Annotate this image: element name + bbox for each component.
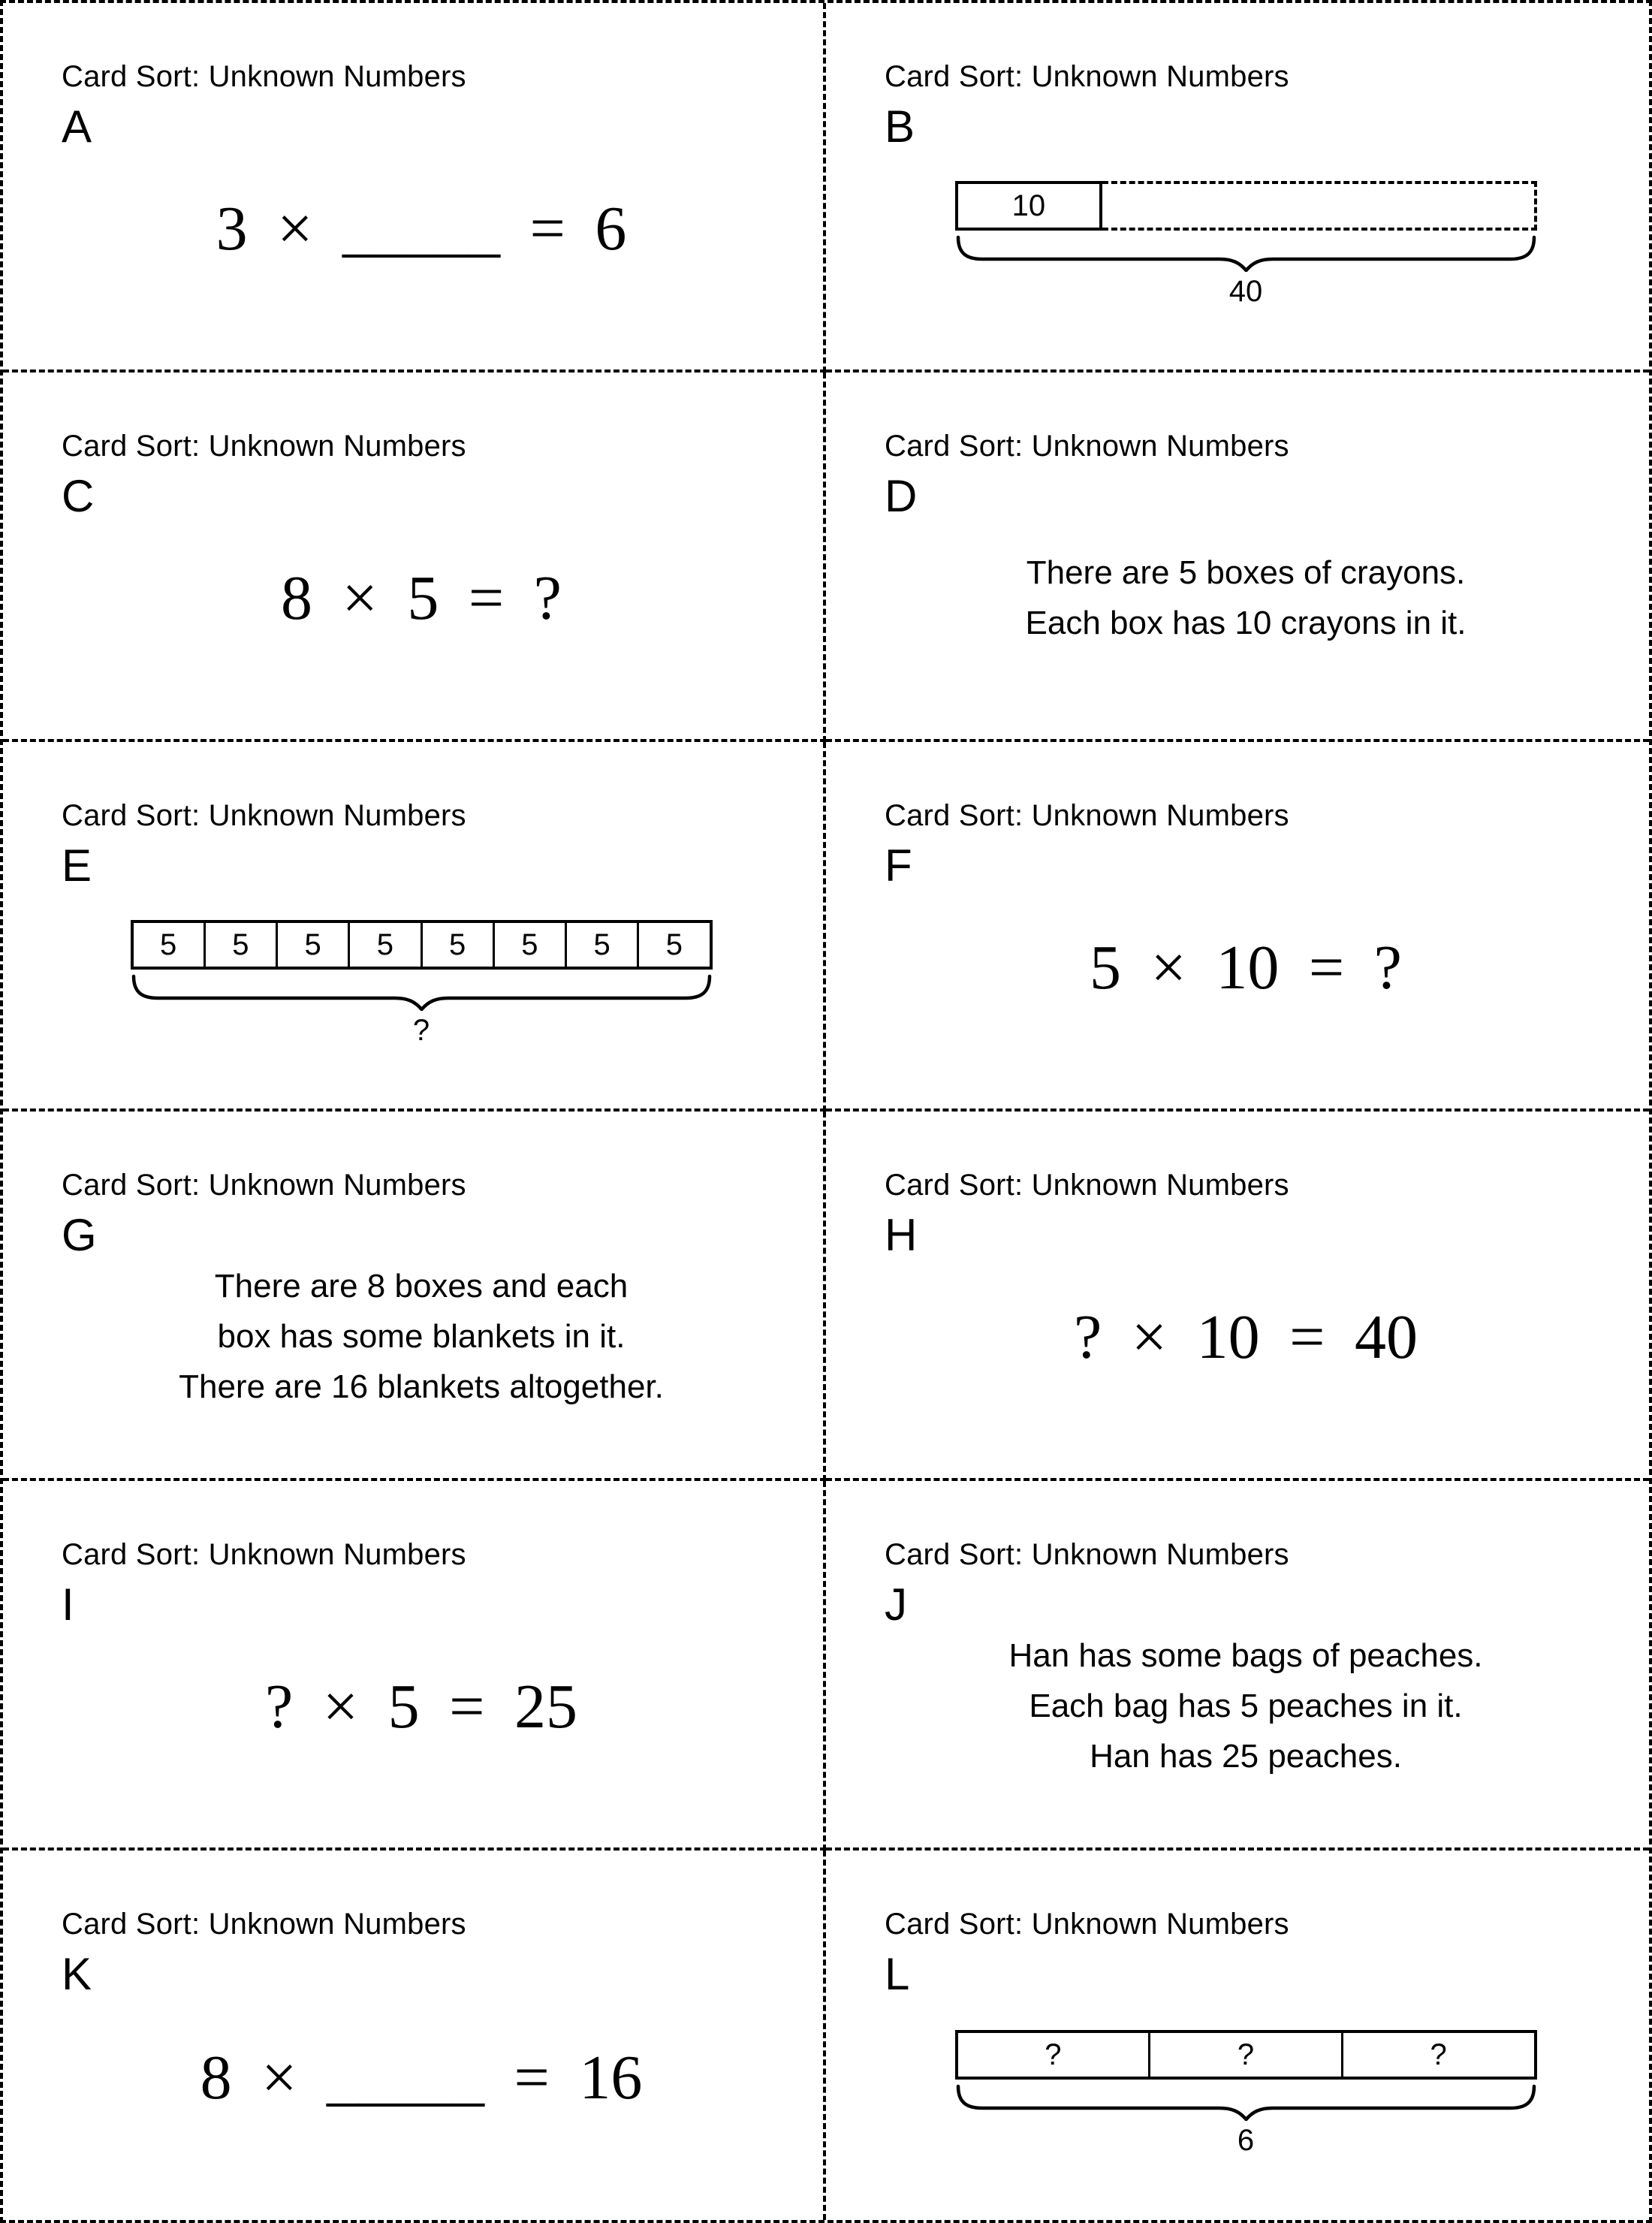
- card-h: [826, 1112, 1649, 1481]
- tape-cell: 5: [160, 928, 177, 961]
- card-b: [826, 3, 1649, 373]
- card-sort-title: Card Sort: Unknown Numbers: [62, 799, 466, 832]
- card-body: [62, 1630, 781, 1826]
- card-letter: C: [62, 471, 95, 521]
- tape-cell: ?: [1045, 2037, 1062, 2071]
- tape-cell-unknown-dashed: [1102, 181, 1536, 231]
- tape-cell: 5: [348, 923, 420, 967]
- equation: 3 × _____ = 6: [216, 194, 627, 264]
- curly-brace: [955, 2083, 1537, 2121]
- story-line: Each box has 10 crayons in it.: [1025, 604, 1467, 641]
- card-sort-title: Card Sort: Unknown Numbers: [62, 60, 466, 93]
- tape-diagram: [955, 2030, 1537, 2155]
- story-line: Each bag has 5 peaches in it.: [1029, 1688, 1463, 1725]
- card-letter: G: [62, 1210, 97, 1260]
- brace-label: 40: [1228, 275, 1263, 308]
- equation: ? × 10 = 40: [1074, 1302, 1418, 1372]
- tape-bar: [955, 181, 1537, 231]
- card-sort-title: Card Sort: Unknown Numbers: [885, 1908, 1289, 1941]
- card-sort-title: Card Sort: Unknown Numbers: [885, 430, 1289, 463]
- card-letter: A: [62, 101, 92, 152]
- word-problem: [179, 1262, 664, 1413]
- card-letter: F: [885, 840, 912, 891]
- equation: 8 × _____ = 16: [200, 2043, 643, 2113]
- card-d: [826, 373, 1649, 742]
- card-sort-title: Card Sort: Unknown Numbers: [62, 430, 466, 463]
- story-line: There are 8 boxes and each: [214, 1268, 629, 1305]
- curly-brace: [131, 973, 713, 1011]
- card-g: [3, 1112, 826, 1481]
- card-letter: J: [885, 1579, 907, 1630]
- card-f: [826, 742, 1649, 1112]
- curly-brace: [955, 234, 1537, 272]
- card-sort-title: Card Sort: Unknown Numbers: [62, 1538, 466, 1571]
- tape-cell-known: 10: [955, 181, 1103, 231]
- card-sort-title: Card Sort: Unknown Numbers: [885, 60, 1289, 93]
- card-body: [62, 522, 781, 718]
- equation: ? × 5 = 25: [265, 1672, 577, 1742]
- card-l: [826, 1850, 1649, 2220]
- card-sort-title: Card Sort: Unknown Numbers: [885, 799, 1289, 832]
- card-body: [62, 152, 781, 348]
- card-body: [885, 1261, 1607, 1457]
- tape-bar: [955, 2030, 1537, 2080]
- card-e: [3, 742, 826, 1112]
- tape-diagram: [955, 181, 1537, 306]
- tape-cell: 5: [493, 923, 565, 967]
- story-line: There are 16 blankets altogether.: [179, 1368, 664, 1405]
- word-problem: [1026, 548, 1467, 649]
- card-k: [3, 1850, 826, 2220]
- tape-cell: 5: [421, 923, 493, 967]
- card-body: [62, 2000, 781, 2199]
- tape-cell: 5: [203, 923, 276, 967]
- story-line: Han has some bags of peaches.: [1008, 1637, 1483, 1675]
- card-letter: E: [62, 840, 92, 891]
- card-sort-title: Card Sort: Unknown Numbers: [885, 1538, 1289, 1571]
- card-sort-title: Card Sort: Unknown Numbers: [62, 1169, 466, 1202]
- card-letter: B: [885, 101, 915, 152]
- tape-bar: [131, 920, 713, 970]
- card-a: [3, 3, 826, 373]
- card-sort-title: Card Sort: Unknown Numbers: [885, 1169, 1289, 1202]
- equation: 8 × 5 = ?: [281, 563, 562, 633]
- card-body: [885, 2000, 1607, 2199]
- card-sort-title: Card Sort: Unknown Numbers: [62, 1908, 466, 1941]
- card-body: [885, 522, 1607, 718]
- card-body: [885, 1630, 1607, 1826]
- card-body: [62, 891, 781, 1087]
- equation: 5 × 10 = ?: [1090, 933, 1402, 1003]
- story-line: Han has 25 peaches.: [1090, 1737, 1402, 1775]
- card-j: [826, 1481, 1649, 1850]
- card-letter: K: [62, 1949, 92, 1999]
- tape-cell: 5: [276, 923, 348, 967]
- card-letter: H: [885, 1210, 918, 1260]
- card-letter: L: [885, 1949, 910, 1999]
- card-body: [885, 891, 1607, 1087]
- card-c: [3, 373, 826, 742]
- card-letter: I: [62, 1579, 74, 1630]
- tape-cell: ?: [1148, 2033, 1341, 2077]
- card-i: [3, 1481, 826, 1850]
- word-problem: [1008, 1631, 1482, 1782]
- tape-cell: 5: [565, 923, 637, 967]
- card-body: [885, 152, 1607, 348]
- card-letter: D: [885, 471, 918, 521]
- story-line: box has some blankets in it.: [217, 1318, 626, 1356]
- card-body: [62, 1261, 781, 1457]
- tape-cell: ?: [1341, 2033, 1534, 2077]
- brace-label: 6: [1237, 2124, 1255, 2157]
- tape-cell: 5: [637, 923, 709, 967]
- tape-diagram: [131, 920, 713, 1045]
- story-line: There are 5 boxes of crayons.: [1026, 553, 1466, 591]
- brace-label: ?: [412, 1014, 430, 1047]
